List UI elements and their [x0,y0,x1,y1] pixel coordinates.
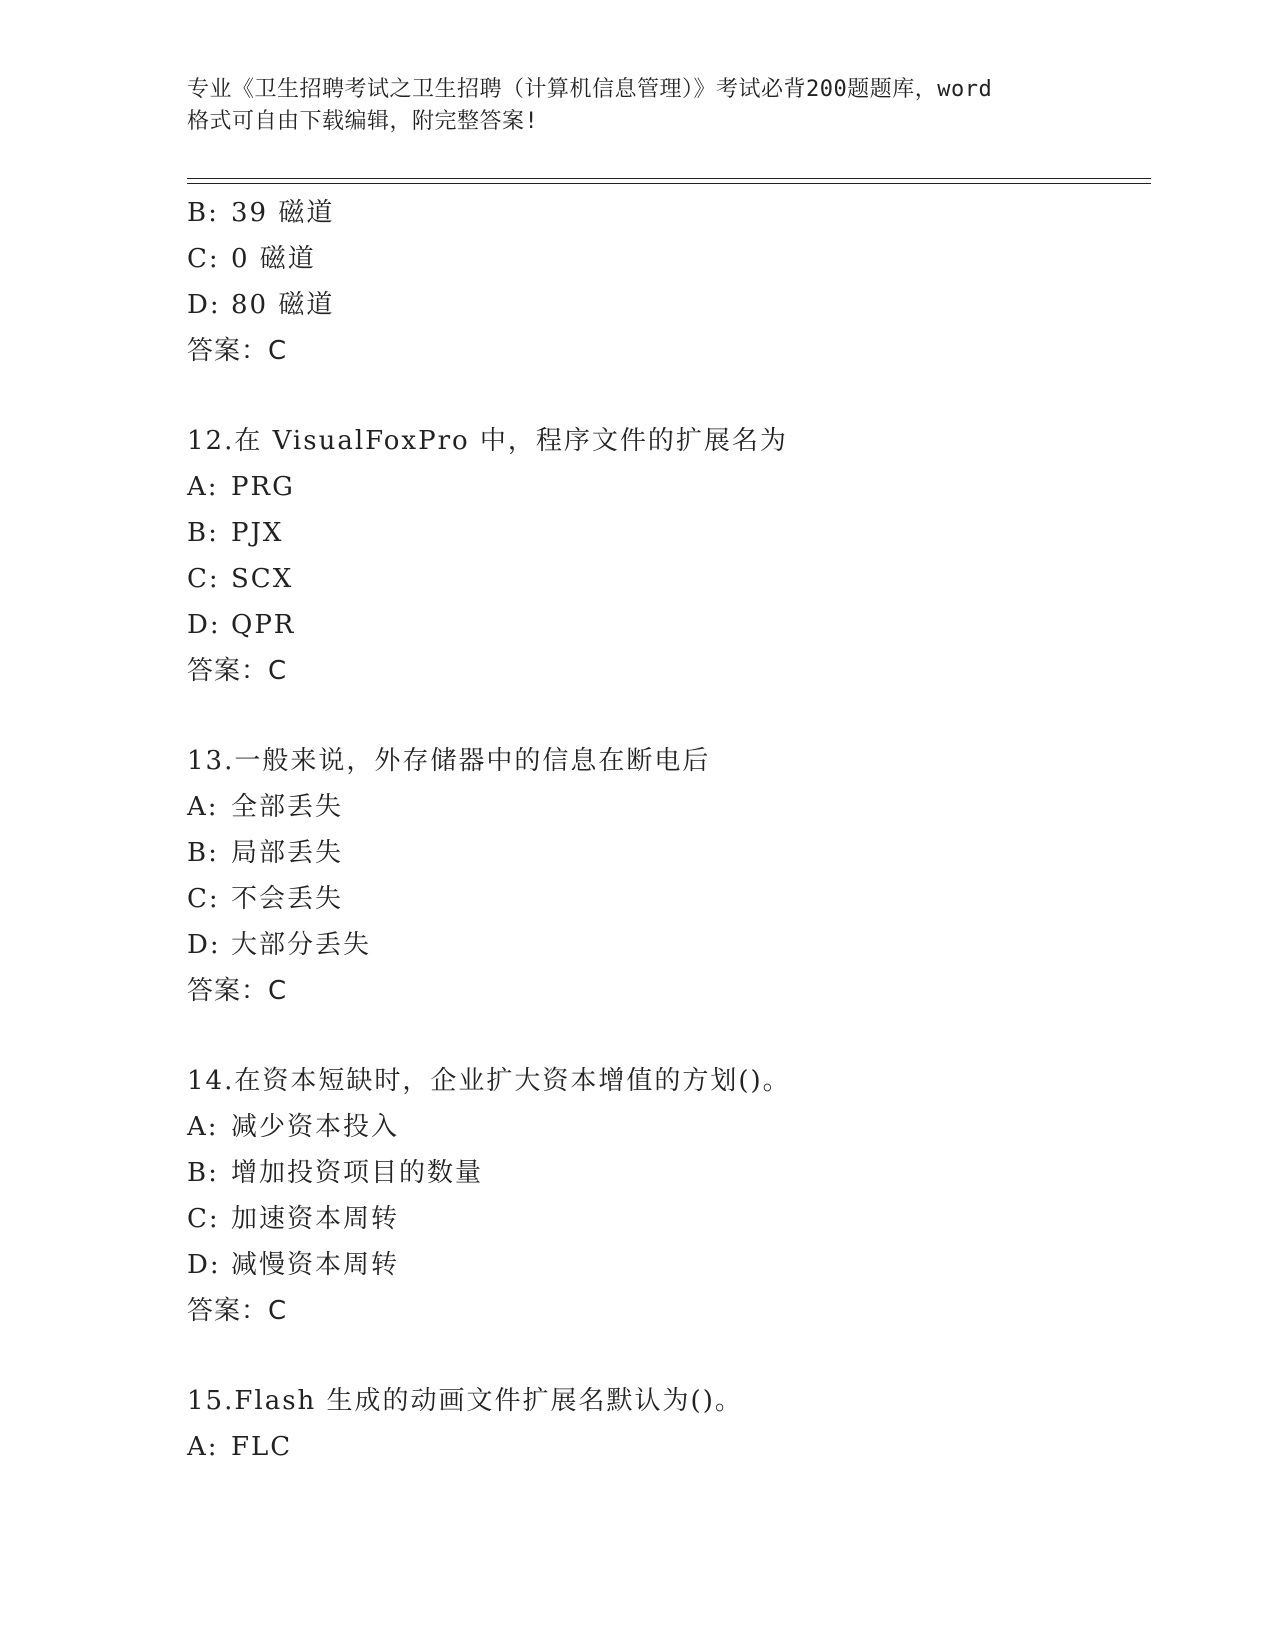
option-label: A: [187,472,219,502]
option-text: 增加投资项目的数量 [231,1158,484,1188]
answer-line: 答案：C [187,656,288,686]
option-label: B: [187,518,219,548]
option-label: A: [187,1432,219,1462]
document-header [187,74,1087,138]
option-text: 减慢资本周转 [231,1250,400,1280]
option-row [187,784,1151,830]
answer-line: 答案：C [187,976,288,1006]
option-text: 39 磁道 [231,198,335,228]
option-text: 加速资本周转 [231,1204,400,1234]
option-row [187,1196,1151,1242]
option-label: B: [187,198,219,228]
option-text: PRG [231,472,295,502]
option-text: 不会丢失 [231,884,344,914]
question-text: 14.在资本短缺时，企业扩大资本增值的方划()。 [187,1066,791,1096]
answer-line: 答案：C [187,336,288,366]
question-block [187,418,1151,694]
header-rule-top [187,178,1151,179]
question-block [187,738,1151,1014]
question-text: 15.Flash 生成的动画文件扩展名默认为()。 [187,1386,743,1416]
option-text: 大部分丢失 [231,930,372,960]
option-text: 0 磁道 [231,244,316,274]
question-text: 12.在 VisualFoxPro 中，程序文件的扩展名为 [187,426,788,456]
option-label: C: [187,564,220,594]
question-block [187,1058,1151,1334]
option-row [187,236,1151,282]
header-rule-bottom [187,183,1151,184]
option-label: A: [187,792,219,822]
option-text: PJX [231,518,284,548]
option-label: D: [187,610,221,640]
option-row [187,1150,1151,1196]
option-text: QPR [231,610,296,640]
option-text: 全部丢失 [231,792,344,822]
header-line-1: 专业《卫生招聘考试之卫生招聘（计算机信息管理）》考试必背200题题库，word [187,77,993,102]
option-row [187,602,1151,648]
option-row [187,922,1151,968]
question-text: 13.一般来说，外存储器中的信息在断电后 [187,746,711,776]
option-text: 减少资本投入 [231,1112,400,1142]
option-row [187,876,1151,922]
option-label: A: [187,1112,219,1142]
option-label: D: [187,290,221,320]
answer-line: 答案：C [187,1296,288,1326]
option-label: C: [187,244,220,274]
question-list [187,190,1151,1470]
option-label: B: [187,838,219,868]
header-line-2: 格式可自由下载编辑，附完整答案! [187,109,539,134]
option-label: C: [187,884,220,914]
option-label: B: [187,1158,219,1188]
option-row [187,510,1151,556]
option-text: 80 磁道 [231,290,335,320]
option-row [187,282,1151,328]
option-label: D: [187,1250,221,1280]
question-block [187,190,1151,374]
option-row [187,190,1151,236]
option-label: C: [187,1204,220,1234]
option-row [187,1424,1151,1470]
option-row [187,464,1151,510]
option-row [187,1104,1151,1150]
option-text: 局部丢失 [231,838,344,868]
option-row [187,556,1151,602]
option-text: FLC [231,1432,293,1462]
option-row [187,830,1151,876]
option-label: D: [187,930,221,960]
option-text: SCX [231,564,294,594]
option-row [187,1242,1151,1288]
question-block [187,1378,1151,1470]
